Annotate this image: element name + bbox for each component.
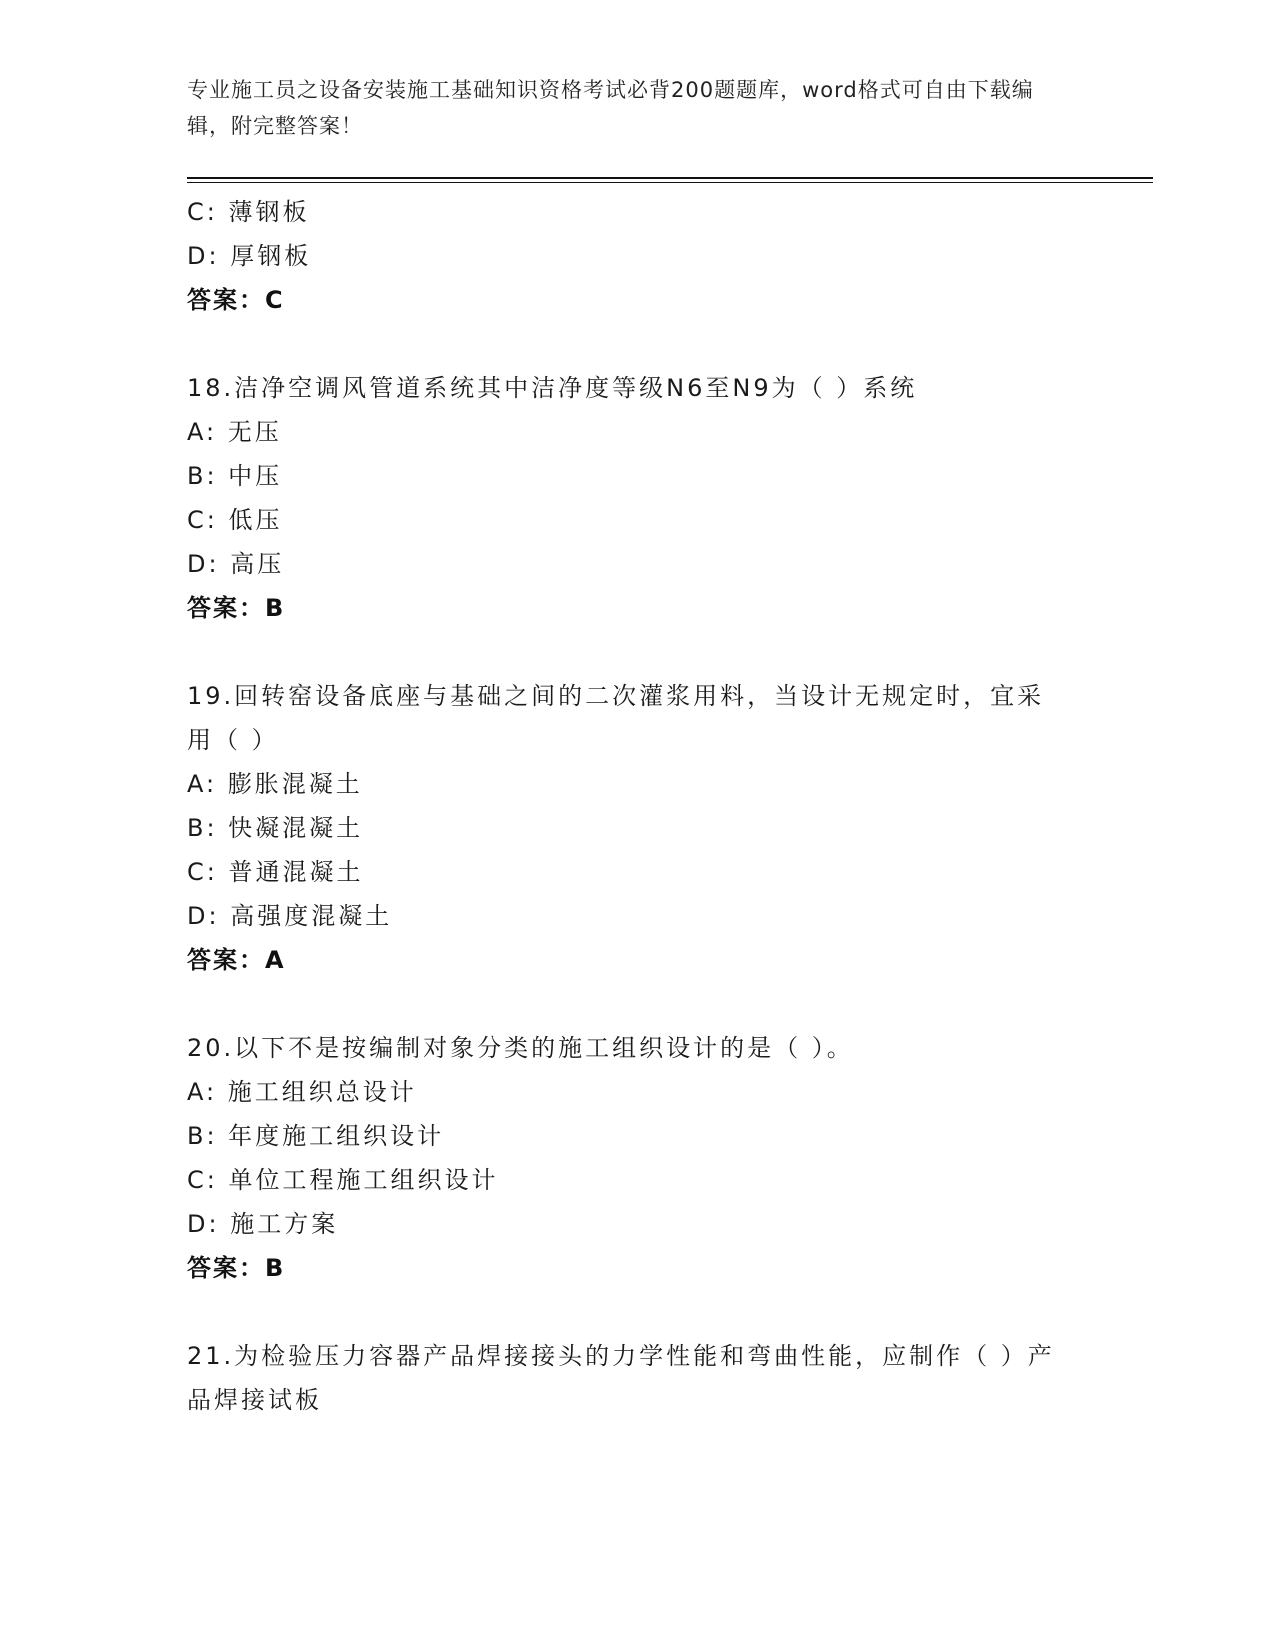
option-b: B: 中压 — [187, 462, 283, 490]
option-c: C: 单位工程施工组织设计 — [187, 1166, 499, 1194]
partial-question-block — [187, 190, 1087, 322]
question-block-20 — [187, 1026, 1087, 1290]
header-divider-thin — [187, 182, 1153, 183]
option-b: B: 快凝混凝土 — [187, 814, 364, 842]
option-c: C: 薄钢板 — [187, 198, 310, 226]
question-block-18 — [187, 366, 1087, 630]
question-text: 21.为检验压力容器产品焊接接头的力学性能和弯曲性能，应制作（ ）产品焊接试板 — [187, 1342, 1055, 1414]
option-b: B: 年度施工组织设计 — [187, 1122, 445, 1150]
document-header-title: 专业施工员之设备安装施工基础知识资格考试必背200题题库，word格式可自由下载编辑，附完整答案！ — [187, 78, 1034, 138]
option-d: D: 高强度混凝土 — [187, 902, 393, 930]
question-text: 20.以下不是按编制对象分类的施工组织设计的是（ ）。 — [187, 1034, 854, 1062]
answer-line: 答案：B — [187, 1254, 286, 1282]
answer-line: 答案：C — [187, 286, 285, 314]
question-text: 18.洁净空调风管道系统其中洁净度等级N6至N9为（ ）系统 — [187, 374, 918, 402]
option-d: D: 施工方案 — [187, 1210, 339, 1238]
header-divider-thick — [187, 177, 1153, 179]
question-block-19 — [187, 674, 1087, 982]
option-d: D: 厚钢板 — [187, 242, 312, 270]
question-block-21 — [187, 1334, 1087, 1422]
option-a: A: 无压 — [187, 418, 282, 446]
option-c: C: 低压 — [187, 506, 283, 534]
question-list — [187, 190, 1087, 1422]
question-text: 19.回转窑设备底座与基础之间的二次灌浆用料，当设计无规定时，宜采用（ ） — [187, 682, 1045, 754]
answer-line: 答案：B — [187, 594, 286, 622]
option-a: A: 施工组织总设计 — [187, 1078, 417, 1106]
option-a: A: 膨胀混凝土 — [187, 770, 363, 798]
option-d: D: 高压 — [187, 550, 285, 578]
answer-line: 答案：A — [187, 946, 286, 974]
option-c: C: 普通混凝土 — [187, 858, 364, 886]
